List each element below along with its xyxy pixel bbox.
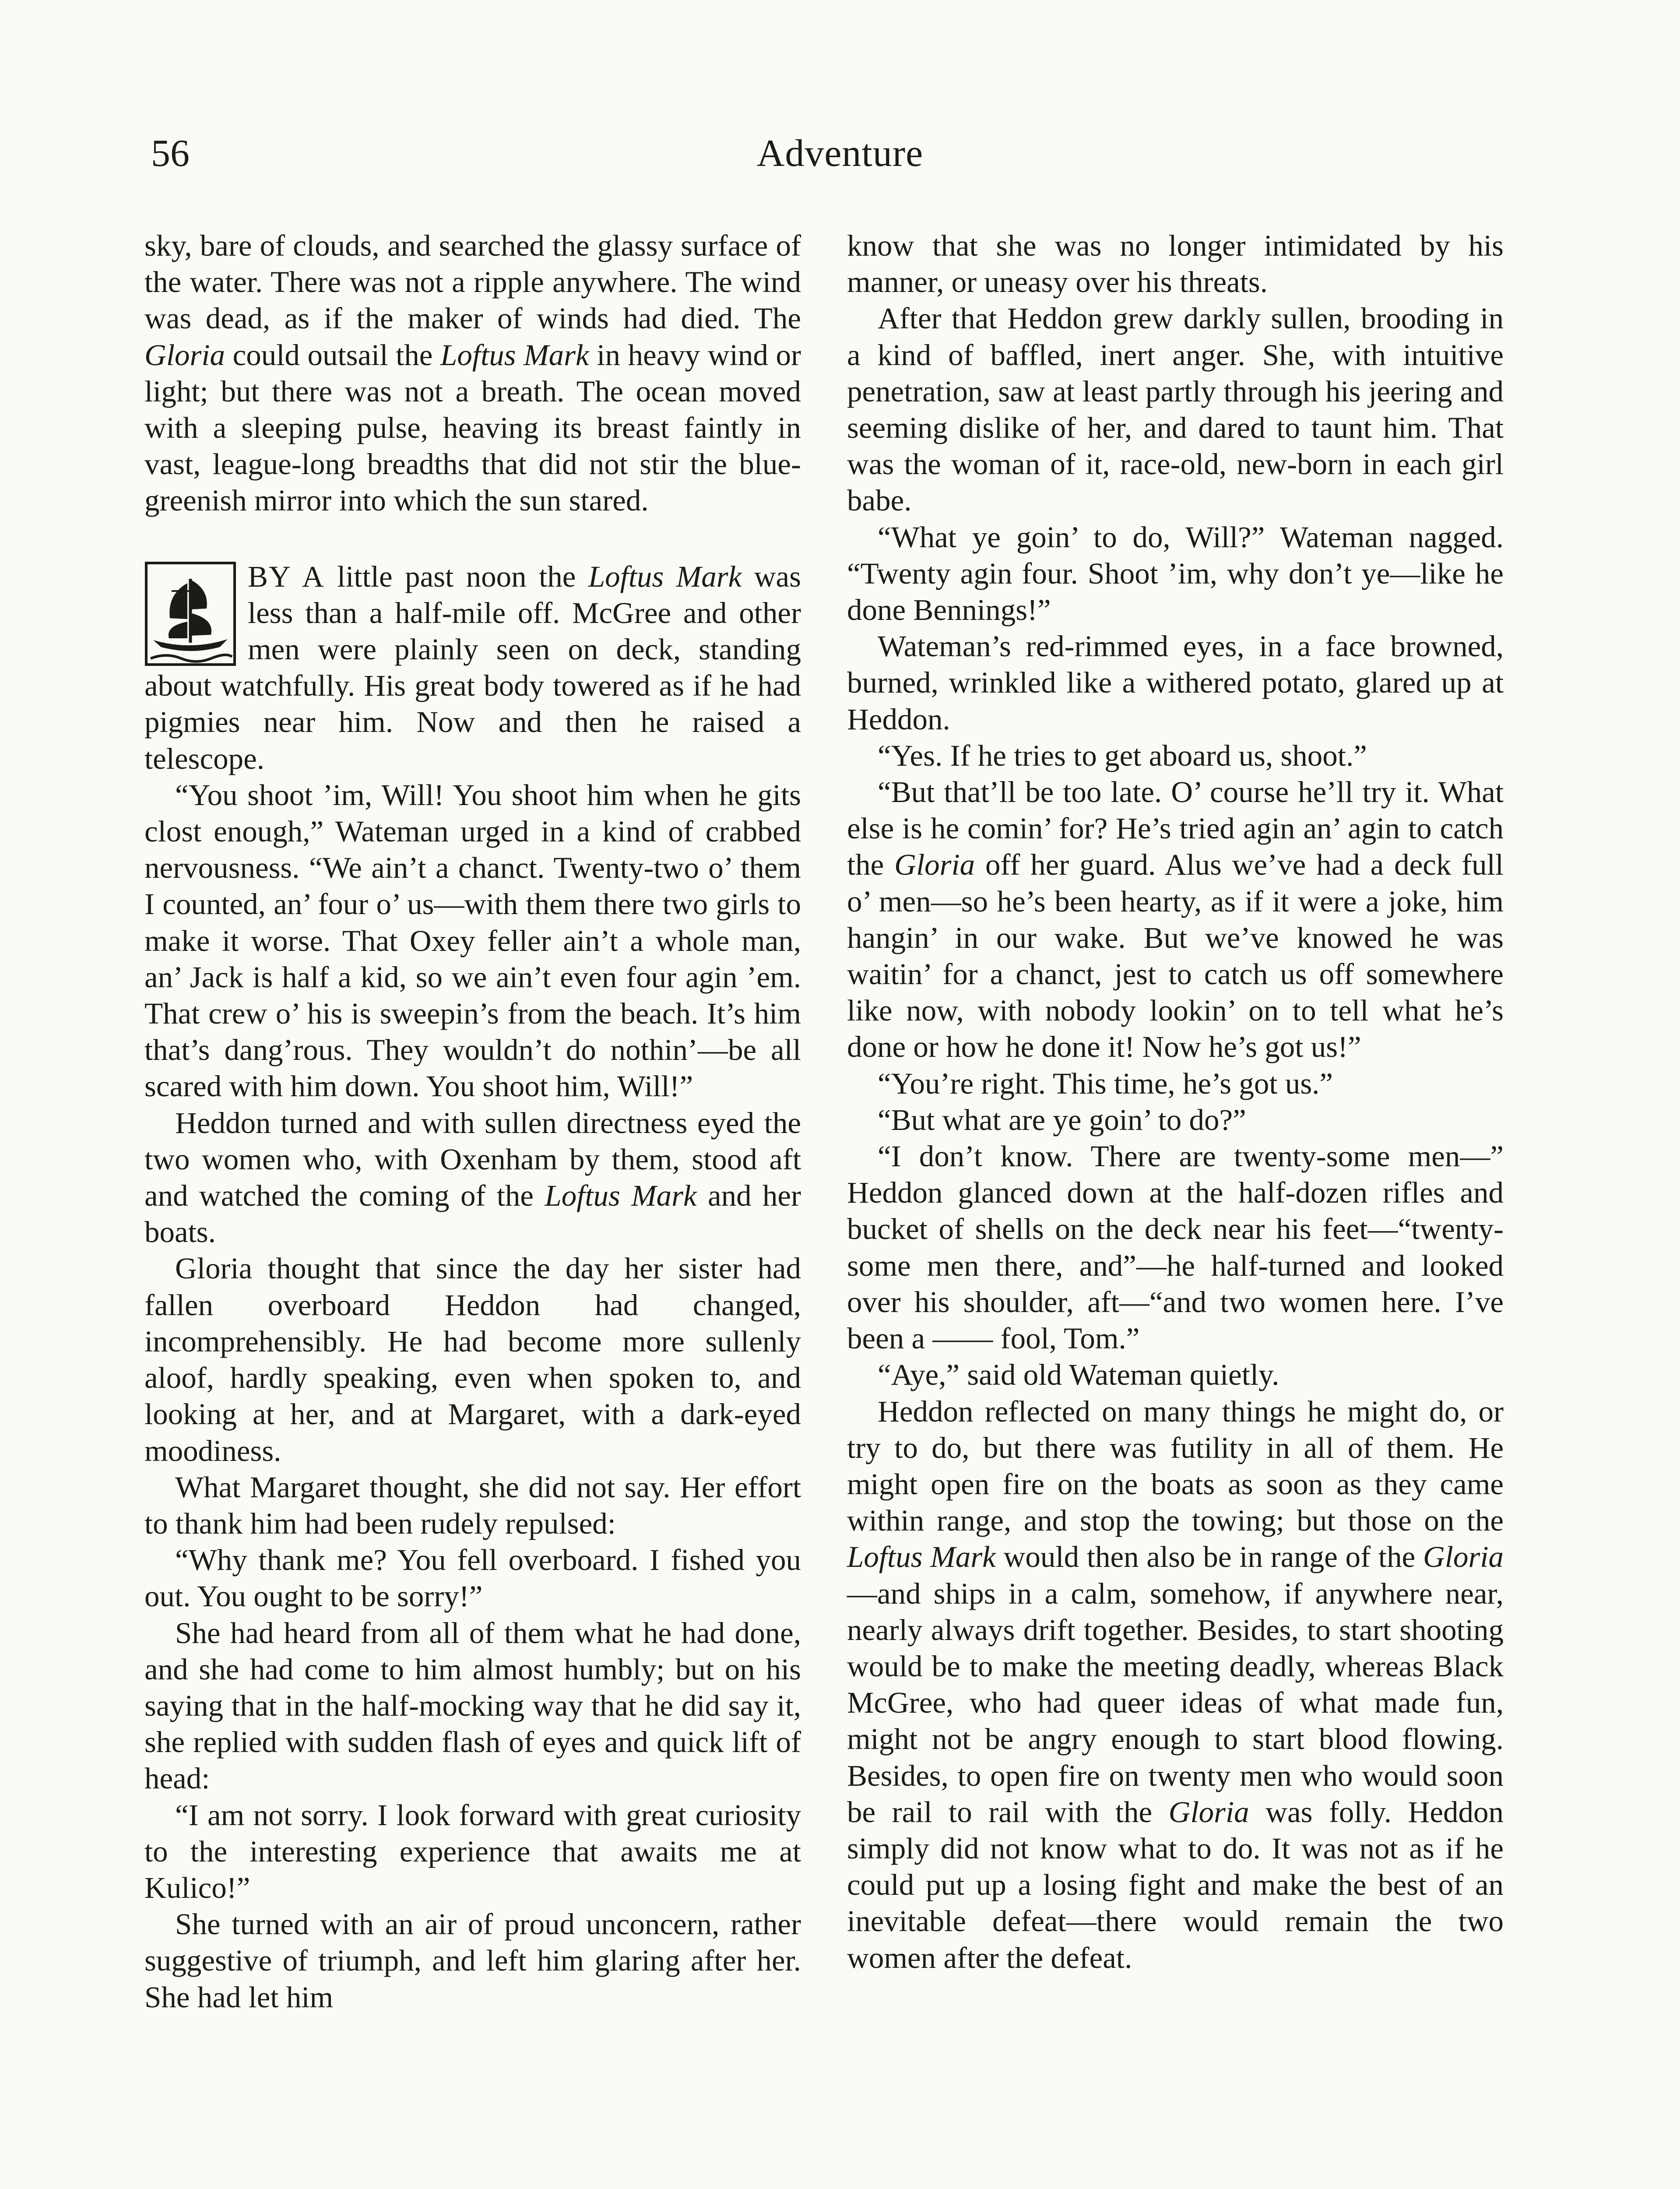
section-break: [144, 519, 801, 559]
sailing-ship-icon: [144, 561, 236, 666]
ship-name: Gloria: [1168, 1795, 1249, 1829]
paragraph: “You’re right. This time, he’s got us.”: [878, 1066, 1333, 1100]
paragraph: “What ye goin’ to do, Will?” Wateman nagged. “Twenty agin four. Shoot ’im, why don’t ye—like he done Bennings!”: [847, 520, 1504, 627]
paragraph: Gloria thought that since the day her sister had fallen overboard Heddon had changed, incomprehensibly. He had become more sullenly aloof, hardly speaking, even when spoken to, and looking at her, and at Margaret, with a dark-eyed moodiness.: [144, 1252, 801, 1468]
paragraph: After that Heddon grew darkly sullen, brooding in a kind of baffled, inert anger. She, with intuitive penetration, saw at least partly through his jeering and seeming dislike of her, and dared to taunt him. That was the woman of it, race-old, new-born in each girl babe.: [847, 302, 1504, 517]
paragraph: BY A little past noon the Loftus Mark was less than a half-mile off. McGree and other men were plainly seen on deck, standing about watchfully. His great body towered as if he had pigmies near him. Now and then he raised a telescope.: [144, 560, 801, 775]
paragraph: know that she was no longer intimidated by his manner, or uneasy over his threats.: [847, 229, 1504, 299]
paragraph: “You shoot ’im, Will! You shoot him when he gits clost enough,” Wateman urged in a kind of crabbed nervousness. “We ain’t a chanct. Twenty-two o’ them I counted, an’ four o’ us—with them there two girls to make it worse. That Oxey feller ain’t a whole man, an’ Jack is half a kid, so we ain’t even four agin ’em. That crew o’ his is sweepin’s from the beach. It’s him that’s dang’rous. They wouldn’t do nothin’—be all scared with him down. You shoot him, Will!”: [144, 778, 801, 1103]
running-title: Adventure: [756, 132, 924, 175]
paragraph: “But that’ll be too late. O’ course he’ll try it. What else is he comin’ for? He’s tried agin an’ agin to catch the Gloria off her guard. Alus we’ve had a deck full o’ men—so he’s been hearty, as if it were a joke, him hangin’ in our wake. But we’ve knowed he was waitin’ for a chanct, jest to catch us off somewhere like now, with nobody lookin’ on to tell what he’s done or how he done it! Now he’s got us!”: [847, 775, 1504, 1064]
paragraph: Heddon turned and with sullen directness eyed the two women who, with Oxenham by them, stood aft and watched the coming of the Loftus Mark and her boats.: [144, 1106, 801, 1249]
right-column: [847, 228, 1504, 1976]
paragraph: Heddon reflected on many things he might do, or try to do, but there was futility in all of them. He might open fire on the boats as soon as they came within range, and stop the towing; but those on the Loftus Mark would then also be in range of the Gloria—and ships in a calm, somehow, if anywhere near, nearly always drift together. Besides, to start shooting would be to make the meeting deadly, whereas Black McGree, who had queer ideas of what made fun, might not be angry enough to start blood flowing. Besides, to open fire on twenty men who would soon be rail to rail with the Gloria was folly. Heddon simply did not know what to do. It was not as if he could put up a losing fight and make the best of an inevitable defeat—there would remain the two women after the defeat.: [847, 1394, 1504, 1974]
ship-name: Loftus Mark: [440, 338, 589, 372]
paragraph: Wateman’s red-rimmed eyes, in a face browned, burned, wrinkled like a withered potato, glared up at Heddon.: [847, 630, 1504, 736]
paragraph: “Aye,” said old Wateman quietly.: [878, 1358, 1279, 1392]
paragraph: “But what are ye goin’ to do?”: [878, 1103, 1246, 1137]
paragraph: “I don’t know. There are twenty-some men—” Heddon glanced down at the half-dozen rifles and bucket of shells on the deck near his feet—“twenty-some men there, and”—he half-turned and looked over his shoulder, aft—“and two women here. I’ve been a —— fool, Tom.”: [847, 1140, 1504, 1355]
ship-name: Gloria: [144, 338, 225, 372]
paragraph: “I am not sorry. I look forward with great curiosity to the interesting experience that awaits me at Kulico!”: [144, 1798, 801, 1904]
ship-name: Gloria: [894, 848, 975, 882]
ship-name: Loftus Mark: [588, 560, 742, 593]
ship-name: Loftus Mark: [545, 1179, 697, 1213]
left-column: [144, 228, 801, 2016]
paragraph: “Yes. If he tries to get aboard us, shoot.”: [878, 739, 1367, 772]
paragraph: “Why thank me? You fell overboard. I fished you out. You ought to be sorry!”: [144, 1543, 801, 1613]
paragraph: She had heard from all of them what he had done, and she had come to him almost humbly; but on his saying that in the half-mocking way that he did say it, she replied with sudden flash of eyes and quick lift of head:: [144, 1616, 801, 1795]
paragraph: sky, bare of clouds, and searched the glassy surface of the water. There was not a ripple anywhere. The wind was dead, as if the maker of winds had died. The Gloria could outsail the Loftus Mark in heavy wind or light; but there was not a breath. The ocean moved with a sleeping pulse, heaving its breast faintly in vast, league-long breadths that did not stir the blue-greenish mirror into which the sun stared.: [144, 229, 801, 517]
section-lead: BY A: [248, 560, 325, 593]
ship-name: Loftus Mark: [847, 1540, 996, 1574]
page-header: [151, 131, 1529, 184]
page-number: 56: [151, 132, 190, 175]
paragraph: She turned with an air of proud unconcern, rather suggestive of triumph, and left him glaring after her. She had let him: [144, 1907, 801, 2014]
ship-name: Gloria: [1423, 1540, 1504, 1574]
paragraph: What Margaret thought, she did not say. Her effort to thank him had been rudely repulsed:: [144, 1470, 801, 1540]
